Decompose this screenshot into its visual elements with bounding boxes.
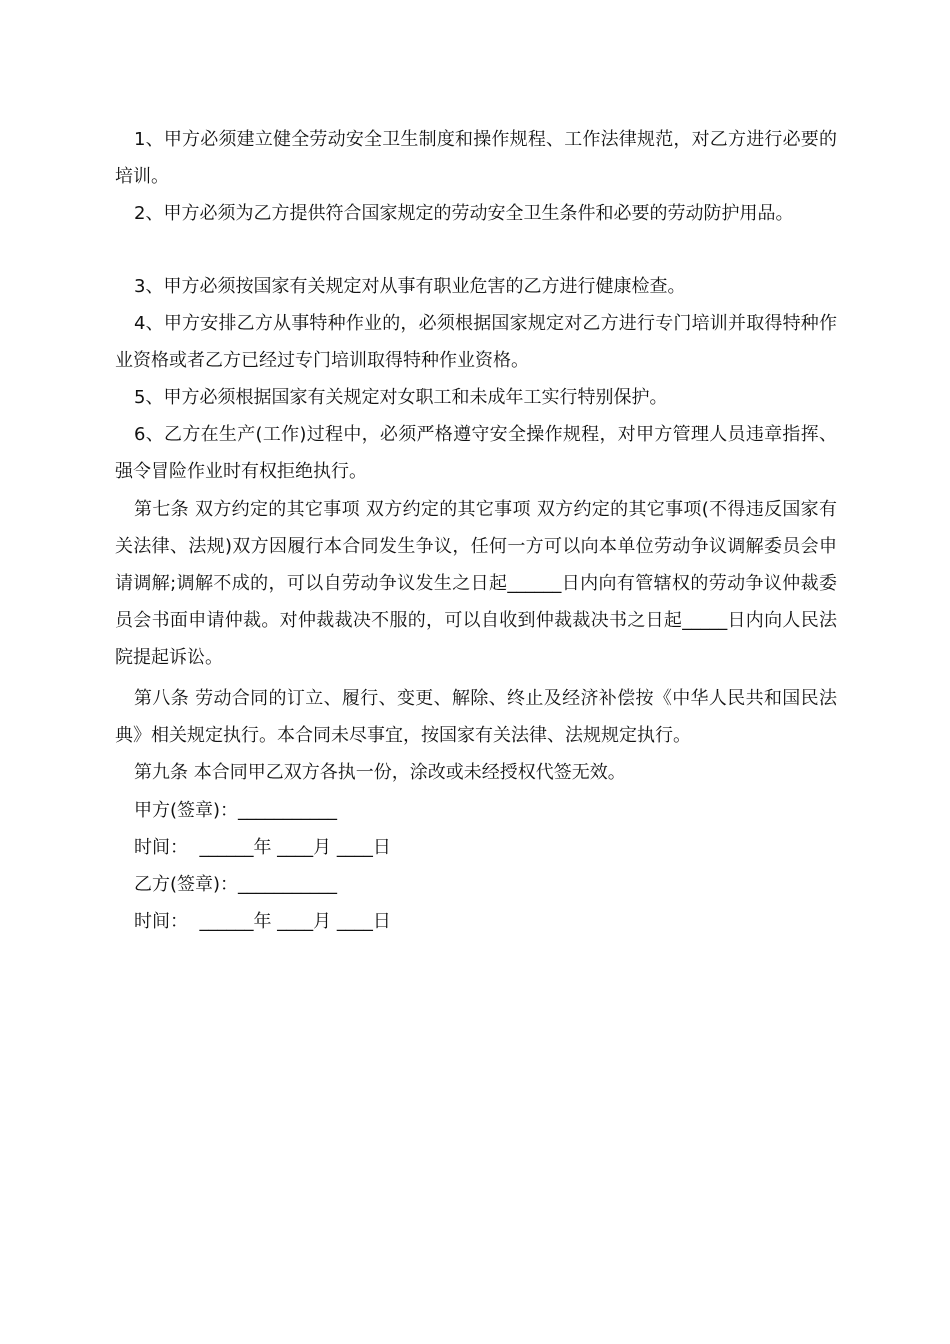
clause-5: 5、甲方必须根据国家有关规定对女职工和未成年工实行特别保护。 <box>134 387 668 408</box>
article-9: 第九条 本合同甲乙双方各执一份，涂改或未经授权代签无效。 <box>134 762 626 783</box>
party-b-date-line: 时间： ______年 ____月 ____日 <box>134 911 391 932</box>
clause-6: 6、乙方在生产(工作)过程中，必须严格遵守安全操作规程，对甲方管理人员违章指挥、强令冒险作业时有权拒绝执行。 <box>115 424 837 482</box>
clause-1: 1、甲方必须建立健全劳动安全卫生制度和操作规程、工作法律规范，对乙方进行必要的培训。 <box>115 129 837 187</box>
party-a-date-line: 时间： ______年 ____月 ____日 <box>134 837 391 858</box>
article-7: 第七条 双方约定的其它事项 双方约定的其它事项 双方约定的其它事项(不得违反国家有关法律、法规)双方因履行本合同发生争议，任何一方可以向本单位劳动争议调解委员会申请调解;调解不成的，可以自劳动争议发生之日起______日内向有管辖权的劳动争议仲裁委员会书面申请仲裁。对仲裁裁决不服的，可以自收到仲裁裁决书之日起_____日内向人民法院提起诉讼。 <box>115 499 837 668</box>
party-a-signature-line: 甲方(签章)：___________ <box>134 800 338 821</box>
article-8: 第八条 劳动合同的订立、履行、变更、解除、终止及经济补偿按《中华人民共和国民法典》相关规定执行。本合同未尽事宜，按国家有关法律、法规规定执行。 <box>115 688 837 746</box>
party-b-signature-line: 乙方(签章)：___________ <box>134 874 338 895</box>
clause-4: 4、甲方安排乙方从事特种作业的，必须根据国家规定对乙方进行专门培训并取得特种作业资格或者乙方已经过专门培训取得特种作业资格。 <box>115 313 837 371</box>
clause-3: 3、甲方必须按国家有关规定对从事有职业危害的乙方进行健康检查。 <box>134 276 686 297</box>
clause-2: 2、甲方必须为乙方提供符合国家规定的劳动安全卫生条件和必要的劳动防护用品。 <box>134 203 794 224</box>
